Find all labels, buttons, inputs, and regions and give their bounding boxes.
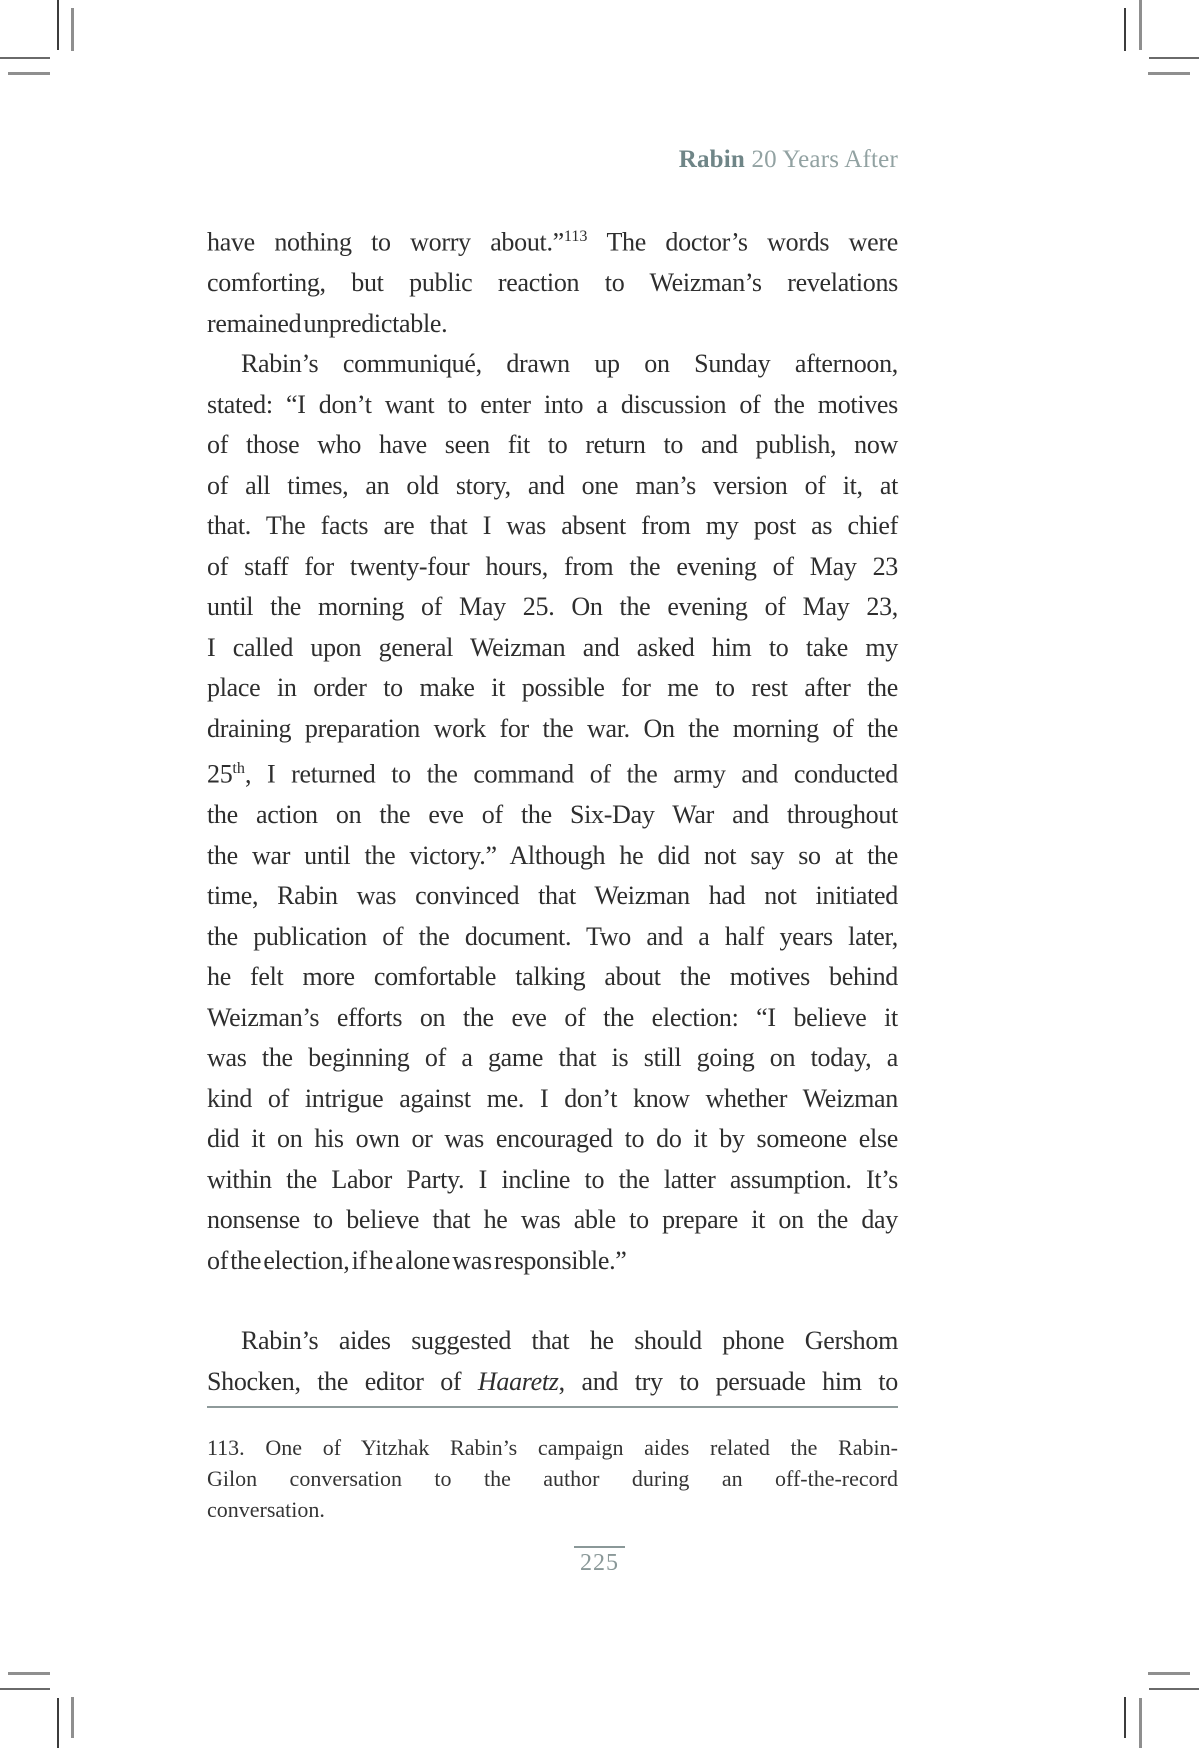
page-number: 225 (574, 1546, 625, 1577)
text-line (207, 385, 898, 426)
text-segment: the war until the victory.” Although he did not say so at the (207, 840, 898, 870)
text-segment: 25 (207, 759, 233, 789)
text-line (207, 1200, 898, 1241)
text-line (207, 466, 898, 507)
running-head (207, 146, 898, 174)
text-segment: have nothing to worry about.” (207, 227, 564, 257)
footnote-reference: th (232, 760, 245, 778)
paragraph (207, 1321, 898, 1402)
text-line (207, 1494, 898, 1525)
text-segment: time, Rabin was convinced that Weizman had not initiated (207, 881, 898, 911)
text-segment: until the morning of May 25. On the evening of May 23, (207, 592, 898, 622)
paragraph (207, 344, 898, 1281)
text-line (207, 1160, 898, 1201)
text-line (207, 876, 898, 917)
text-segment: nonsense to believe that he was able to prepare it on the day (207, 1205, 898, 1235)
text-segment: he felt more comfortable talking about the motives behind (207, 962, 898, 992)
text-segment: comforting, but public reaction to Weizman’s revelations (207, 268, 898, 298)
footnote-reference: 113 (563, 228, 588, 245)
book-title-rest: 20 Years After (745, 146, 898, 173)
text-line (207, 1432, 898, 1463)
text-line (207, 795, 898, 836)
text-line (207, 628, 898, 669)
text-line (207, 506, 898, 547)
text-line (207, 344, 898, 385)
text-segment: the action on the eve of the Six-Day War and throughout (207, 800, 898, 830)
text-segment: stated: “I don’t want to enter into a discussion of the motives (207, 389, 898, 419)
text-segment: place in order to make it possible for me to rest after the (207, 673, 898, 703)
footnote (207, 1406, 898, 1525)
text-line (207, 998, 898, 1039)
text-line (207, 217, 898, 263)
text-segment: of the election, if he alone was responsible.” (207, 1245, 627, 1275)
text-line (207, 547, 898, 588)
text-segment: 113. One of Yitzhak Rabin’s campaign aides related the Rabin- (207, 1435, 898, 1460)
text-line (207, 1241, 898, 1282)
text-segment: Gilon conversation to the author during an off-the-record (207, 1466, 898, 1491)
text-line (207, 917, 898, 958)
text-segment: Rabin’s aides suggested that he should phone Gershom (241, 1326, 898, 1356)
text-line (207, 749, 898, 795)
text-line (207, 1038, 898, 1079)
text-line (207, 1321, 898, 1362)
text-segment: draining preparation work for the war. On the morning of the (207, 713, 898, 743)
text-segment: conversation. (207, 1497, 325, 1522)
page-footer (0, 1546, 1199, 1577)
text-line (207, 1119, 898, 1160)
text-segment: within the Labor Party. I incline to the latter assumption. It’s (207, 1164, 898, 1194)
text-segment: kind of intrigue against me. I don’t know whether Weizman (207, 1083, 898, 1113)
text-line (207, 1463, 898, 1494)
text-line (207, 263, 898, 304)
text-segment: I called upon general Weizman and asked him to take my (207, 632, 898, 662)
text-segment: that. The facts are that I was absent from my post as chief (207, 511, 898, 541)
text-line (207, 1362, 898, 1403)
text-line (207, 836, 898, 877)
text-line (207, 668, 898, 709)
book-title-bold: Rabin (678, 146, 745, 173)
text-segment: Shocken, the editor of (207, 1366, 478, 1396)
paragraph (207, 217, 898, 344)
text-line (207, 1079, 898, 1120)
text-segment: The doctor’s words were (587, 227, 898, 257)
text-line (207, 709, 898, 750)
text-segment: Haaretz (477, 1366, 559, 1396)
text-segment: of staff for twenty-four hours, from the evening of May 23 (207, 551, 898, 581)
text-segment: the publication of the document. Two and a half years later, (207, 921, 898, 951)
text-line (207, 425, 898, 466)
text-line (207, 304, 898, 345)
text-segment: , I returned to the command of the army and conducted (244, 759, 898, 789)
text-segment: did it on his own or was encouraged to do it by someone else (207, 1124, 898, 1154)
text-segment: remained unpredictable. (207, 308, 448, 338)
text-segment: Weizman’s efforts on the eve of the election: “I believe it (207, 1002, 898, 1032)
text-segment: of those who have seen fit to return to and publish, now (207, 430, 898, 460)
text-segment: was the beginning of a game that is still going on today, a (207, 1043, 898, 1073)
text-line (207, 957, 898, 998)
text-segment: of all times, an old story, and one man’s version of it, at (207, 470, 898, 500)
body-text (207, 217, 898, 1402)
text-segment: , and try to persuade him to (558, 1366, 898, 1396)
text-line (207, 587, 898, 628)
text-segment: Rabin’s communiqué, drawn up on Sunday afternoon, (241, 349, 898, 379)
